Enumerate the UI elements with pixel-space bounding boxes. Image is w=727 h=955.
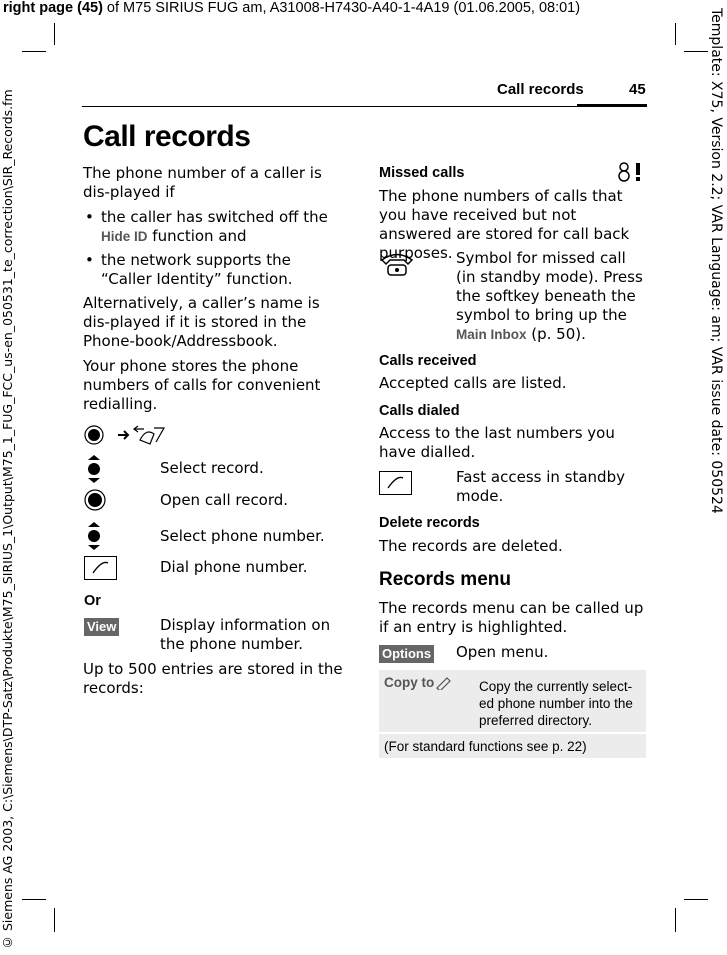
copy-to-item: Copy to (384, 675, 435, 690)
crop-mark (22, 51, 46, 52)
template-info: Template: X75, Version 2.2; VAR Language: am; VAR issue date: 050524 (708, 8, 724, 514)
main-inbox-key: Main Inbox (456, 327, 527, 342)
missed-call-phone-icon (379, 249, 415, 279)
print-header (3, 0, 580, 16)
delete-records-heading: Delete records (379, 515, 480, 531)
calls-dialed-text: Access to the last numbers you have dialled. (379, 424, 615, 461)
options-text: Open menu. (456, 643, 549, 661)
table-row (379, 734, 646, 758)
missed-calls-heading: Missed calls (379, 165, 465, 181)
hide-id-key: Hide ID (101, 229, 148, 244)
call-key-icon (379, 471, 413, 495)
crop-mark (684, 899, 708, 900)
or-label: Or (84, 593, 101, 609)
page-number: 45 (629, 81, 646, 98)
records-menu-heading: Records menu (379, 569, 511, 590)
menu-path (84, 424, 174, 450)
delete-records-text: The records are deleted. (379, 537, 563, 555)
bullet-dot: • (85, 208, 94, 226)
missed-call-symbol-icon (616, 162, 646, 182)
calls-received-text: Accepted calls are listed. (379, 374, 567, 392)
options-softkey[interactable]: Options (379, 643, 434, 663)
stores-text: Your phone stores the phone numbers of calls for convenient redialling. (83, 357, 321, 413)
entries-text: Up to 500 entries are stored in the records: (83, 660, 343, 697)
dialed-symbol-text: Fast access in standby mode. (456, 468, 625, 505)
options-table (379, 670, 646, 758)
crop-mark (675, 908, 676, 932)
crop-mark (675, 23, 676, 45)
alternative-text: Alternatively, a caller’s name is dis-played if it is stored in the Phone-book/Addressbook. (83, 294, 320, 350)
copy-to-description: Copy the currently select-ed phone number into the preferred directory. (479, 679, 633, 728)
nav-joystick-center-icon (84, 489, 106, 511)
bullet-dot: • (85, 251, 94, 269)
copyright-path: © Siemens AG 2003, C:\Siemens\DTP-Satz\Produkte\M75_SIRIUS_1\Output\M75_1_FUG_FCC_us-en_050531_te_correction\SIR_Records.fm (0, 89, 15, 950)
bullet-item: • the caller has switched off the Hide ID function and (85, 208, 328, 245)
bullet-item: • the network supports the “Caller Identity” function. (85, 251, 293, 288)
header-rule (82, 106, 647, 107)
table-row (379, 670, 646, 734)
crop-mark (22, 899, 46, 900)
missed-calls-text: The phone numbers of calls that you have received but not answered are stored for call back purposes. (379, 187, 630, 262)
pencil-icon (435, 676, 453, 690)
nav-joystick-up-down-icon (86, 455, 102, 483)
intro-text: The phone number of a caller is dis-played if (83, 164, 322, 201)
header-rule-thick (577, 104, 647, 107)
running-head: Call records (497, 81, 584, 98)
crop-mark (684, 51, 708, 52)
nav-joystick-up-down-icon (86, 522, 102, 550)
standard-functions-note: (For standard functions see p. 22) (384, 739, 587, 754)
missed-symbol-text: Symbol for missed call (in standby mode). Press the softkey beneath the symbol to bring up the Main Inbox (p. 50). (456, 249, 643, 343)
menu-path-icons (84, 424, 174, 446)
step-row: Dial phone number. (84, 555, 346, 589)
call-key-icon (84, 556, 118, 580)
calls-received-heading: Calls received (379, 353, 477, 369)
records-menu-text: The records menu can be called up if an entry is highlighted. (379, 599, 644, 636)
steps-list (84, 455, 346, 589)
view-softkey[interactable]: View (84, 616, 119, 636)
crop-mark (54, 23, 55, 45)
step-row: Select phone number. (84, 522, 346, 555)
view-text: Display information on the phone number. (160, 616, 331, 653)
calls-dialed-heading: Calls dialed (379, 403, 460, 419)
crop-mark (54, 908, 55, 932)
print-header-info: of M75 SIRIUS FUG am, A31008-H7430-A40-1-4A19 (01.06.2005, 08:01) (102, 0, 581, 16)
step-row: Open call record. (84, 488, 346, 522)
page-title: Call records (83, 120, 251, 153)
print-header-page: right page (45) (3, 0, 103, 16)
step-row: Select record. (84, 455, 346, 488)
left-column (83, 164, 345, 414)
